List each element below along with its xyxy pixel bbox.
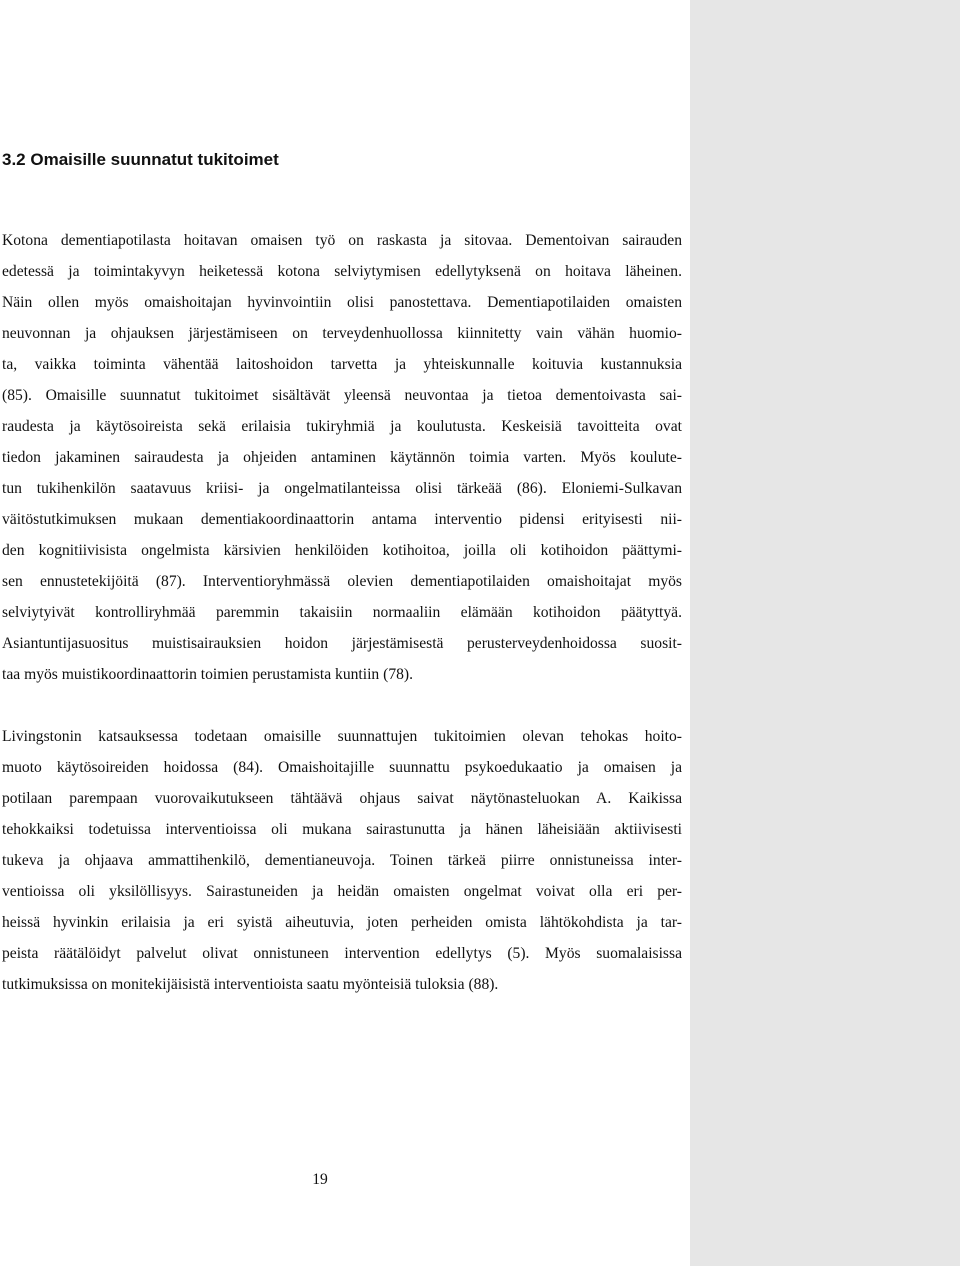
paragraph-line: den kognitiivisista ongelmista kärsivien henkilöiden kotihoitoa, joilla oli kotihoidon päättymi- (2, 542, 682, 559)
paragraph-line: sen ennustetekijöitä (87). Interventioryhmässä olevien dementiapotilaiden omaishoitajat myös (2, 573, 682, 590)
paragraph-line: Livingstonin katsauksessa todetaan omaisille suunnattujen tukitoimien olevan tehokas hoito- (2, 728, 682, 745)
page-number: 19 (312, 1171, 328, 1188)
paragraph-line: tukeva ja ohjaava ammattihenkilö, dementianeuvoja. Toinen tärkeä piirre onnistuneissa inter- (2, 852, 682, 869)
paragraph-line: muoto käytösoireiden hoidossa (84). Omaishoitajille suunnattu psykoedukaatio ja omaisen ja (2, 759, 682, 776)
paragraph-line: potilaan parempaan vuorovaikutukseen tähtäävä ohjaus saivat näytönasteluokan A. Kaikissa (2, 790, 682, 807)
paragraph-line: (85). Omaisille suunnatut tukitoimet sisältävät yleensä neuvontaa ja tietoa dementoivasta sai- (2, 387, 682, 404)
paragraph-line: tutkimuksissa on monitekijäisistä interventioista saatu myönteisiä tuloksia (88). (2, 976, 499, 993)
paragraph-line: Kotona dementiapotilasta hoitavan omaisen työ on raskasta ja sitovaa. Dementoivan sairauden (2, 232, 682, 249)
paragraph-line: selviytyivät kontrolliryhmää paremmin takaisiin normaaliin elämään kotihoidon päätyttyä. (2, 604, 682, 621)
paragraph-1 (2, 225, 682, 690)
paragraph-line: ventioissa oli yksilöllisyys. Sairastuneiden ja heidän omaisten ongelmat voivat olla eri per- (2, 883, 682, 900)
paragraph-line: raudesta ja käytösoireista sekä erilaisia tukiryhmiä ja koulutusta. Keskeisiä tavoitteita ovat (2, 418, 682, 435)
paragraph-line: tehokkaiksi todetuissa interventioissa oli mukana sairastunutta ja hänen läheisiään aktiivisesti (2, 821, 682, 838)
paragraph-line: tiedon jakaminen sairaudesta ja ohjeiden antaminen käytännön toimia varten. Myös koulute- (2, 449, 682, 466)
paragraph-line: Näin ollen myös omaishoitajan hyvinvointiin olisi panostettava. Dementiapotilaiden omaisten (2, 294, 682, 311)
paragraph-line: Asiantuntijasuositus muistisairauksien hoidon järjestämisestä perusterveydenhoidossa suosit- (2, 635, 682, 652)
paragraph-line: peista räätälöidyt palvelut olivat onnistuneen intervention edellytys (5). Myös suomalaisissa (2, 945, 682, 962)
paragraph-2 (2, 721, 682, 1000)
paragraph-line: heissä hyvinkin erilaisia ja eri syistä aiheutuvia, joten perheiden omista lähtökohdista ja tar- (2, 914, 682, 931)
paragraph-line: väitöstutkimuksen mukaan dementiakoordinaattorin antama interventio pidensi erityisesti nii- (2, 511, 682, 528)
paragraph-line: edetessä ja toimintakyvyn heiketessä kotona selviytymisen edellytyksenä on hoitava läheinen. (2, 263, 682, 280)
paragraph-line: neuvonnan ja ohjauksen järjestämiseen on terveydenhuollossa kiinnitetty vain vähän huomio- (2, 325, 682, 342)
paragraph-line: taa myös muistikoordinaattorin toimien perustamista kuntiin (78). (2, 666, 414, 683)
section-heading: 3.2 Omaisille suunnatut tukitoimet (2, 150, 279, 169)
paragraph-line: tun tukihenkilön saatavuus kriisi- ja ongelmatilanteissa olisi tärkeää (86). Eloniemi-Sulkavan (2, 480, 682, 497)
paragraph-line: ta, vaikka toiminta vähentää laitoshoidon tarvetta ja yhteiskunnalle koituvia kustannuksia (2, 356, 682, 373)
right-margin-band (690, 0, 960, 1266)
